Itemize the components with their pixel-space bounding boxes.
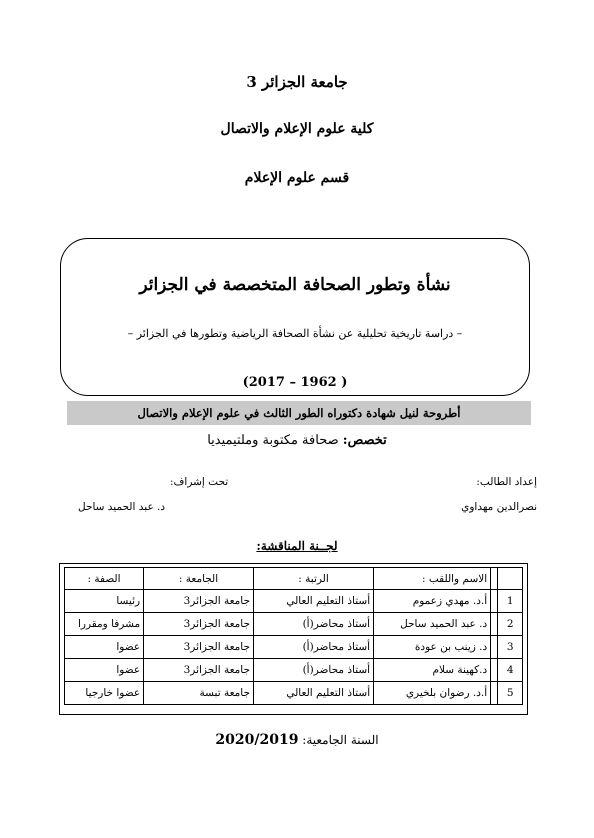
member-rank: أستاذ محاضر(أ) [253, 613, 373, 636]
member-university: جامعة الجزائر3 [144, 659, 254, 682]
member-role: عضوا [65, 636, 144, 659]
member-university: جامعة الجزائر3 [144, 590, 254, 613]
jury-title: لجــنة المناقشة: [256, 539, 338, 553]
header-role: الصفة : [65, 568, 144, 590]
row-gap [491, 636, 498, 659]
student-name: نصرالدين مهداوي [461, 501, 537, 513]
row-number: 4 [498, 659, 523, 682]
table-row [65, 613, 523, 636]
specialization-value: صحافة مكتوبة وملتيميديا [207, 433, 339, 448]
header-rank: الرتبة : [253, 568, 373, 590]
member-university: جامعة تبسة [144, 682, 254, 705]
degree-banner: أطروحة لنيل شهادة دكتوراه الطور الثالث في علوم الإعلام والاتصال [67, 401, 531, 425]
table-row [65, 636, 523, 659]
specialization [0, 433, 594, 448]
row-number: 2 [498, 613, 523, 636]
department-name: قسم علوم الإعلام [244, 170, 350, 186]
row-gap [491, 659, 498, 682]
header-num [498, 568, 523, 590]
faculty-name: كلية علوم الإعلام والاتصال [220, 121, 374, 137]
academic-year-value: 2020/2019 [215, 732, 299, 748]
row-number: 5 [498, 682, 523, 705]
academic-year-label: السنة الجامعية: [302, 733, 379, 747]
header-university: الجامعة : [144, 568, 254, 590]
supervisor-name: د. عبد الحميد ساحل [78, 501, 166, 513]
member-university: جامعة الجزائر3 [144, 613, 254, 636]
jury-table [64, 567, 523, 705]
member-name: د.كهينة سلام [374, 659, 491, 682]
member-role: عضوا [65, 659, 144, 682]
member-rank: أستاذ محاضر(أ) [253, 636, 373, 659]
supervision-label: تحت إشراف: [170, 476, 229, 488]
member-rank: أستاذ محاضر(أ) [253, 659, 373, 682]
member-name: د. زينب بن عودة [374, 636, 491, 659]
member-name: أ.د. رضوان بلخيري [374, 682, 491, 705]
member-name: د. عبد الحميد ساحل [374, 613, 491, 636]
academic-year [0, 732, 594, 748]
member-university: جامعة الجزائر3 [144, 636, 254, 659]
row-gap [491, 613, 498, 636]
thesis-period: ( 1962 – 2017) [242, 375, 348, 390]
member-role: رئيسا [65, 590, 144, 613]
member-rank: أستاذ التعليم العالي [253, 590, 373, 613]
header-name: الاسم واللقب : [374, 568, 491, 590]
prepared-by-label: إعداد الطالب: [476, 476, 537, 488]
thesis-subtitle: – دراسة تاريخية تحليلية عن نشأة الصحافة الرياضية وتطورها في الجزائر – [127, 327, 463, 340]
member-role: عضوا خارجيا [65, 682, 144, 705]
jury-header-row [65, 568, 523, 590]
row-gap [491, 590, 498, 613]
specialization-label: تخصص: [342, 433, 387, 448]
member-name: أ.د. مهدي زعموم [374, 590, 491, 613]
row-gap [491, 682, 498, 705]
table-row [65, 590, 523, 613]
member-role: مشرفا ومقررا [65, 613, 144, 636]
row-number: 3 [498, 636, 523, 659]
header-gap [491, 568, 498, 590]
member-rank: أستاذ التعليم العالي [253, 682, 373, 705]
title-box [60, 238, 530, 396]
thesis-title: نشأة وتطور الصحافة المتخصصة في الجزائر [139, 275, 451, 295]
university-name: جامعة الجزائر 3 [246, 73, 348, 91]
table-row [65, 659, 523, 682]
table-row [65, 682, 523, 705]
row-number: 1 [498, 590, 523, 613]
